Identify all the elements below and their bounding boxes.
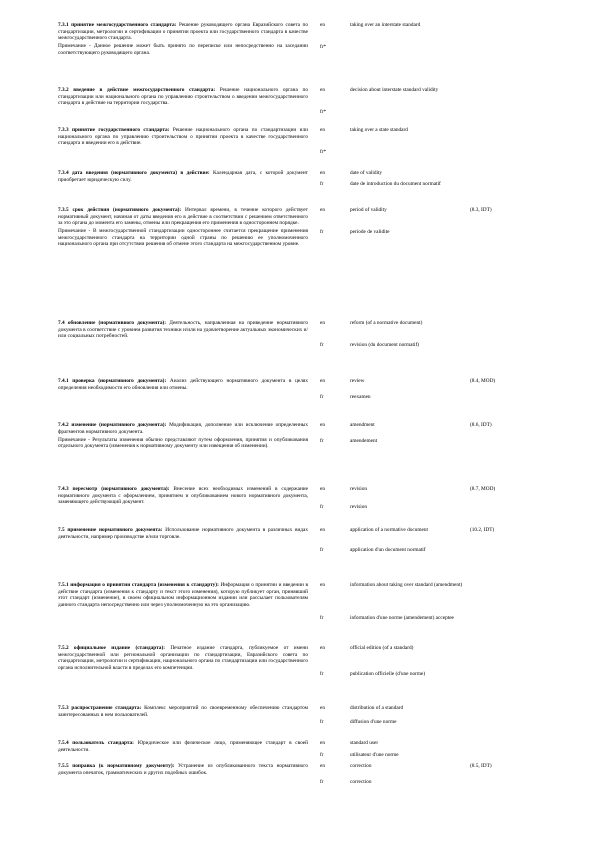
term-title: 7.5.2 официальное издание (стандарта): <box>58 645 165 651</box>
term-definition-text: Интервал времени, в течение которого действует нормативный документ, начиная от даты введения его в действие в соответствии с решением ответственного за это органа до момента его замены, отмены или прекращения его применения в одностороннем порядке. <box>58 207 308 226</box>
term-title: 7.5.3 распространение стандарта: <box>58 705 142 711</box>
equivalent-row <box>0 582 595 596</box>
equivalent-row <box>0 320 595 334</box>
foreign-equivalent: revision <box>350 504 368 510</box>
equivalent-row <box>0 87 595 101</box>
term-title: 7.3.4 дата введения (нормативного документа) в действие: <box>58 170 210 176</box>
language-code: fr <box>320 438 324 444</box>
term-title: 7.5.4 пользователь стандарта: <box>58 740 134 746</box>
term-title: 7.5 применение нормативного документа: <box>58 527 163 533</box>
foreign-equivalent: official edition (of a standard) <box>350 645 414 651</box>
term-definition-text: Анализ действующего нормативного документа в целях определения необходимости его обновления или отмены. <box>58 378 308 391</box>
source-reference: (8.3, IDT) <box>470 207 492 213</box>
language-code: en <box>320 486 325 492</box>
equivalent-row <box>0 127 595 141</box>
equivalent-row <box>0 671 595 685</box>
term-definition-text: Внесение всех необходимых изменений в содержание нормативного документа с оформлением, принятием и опубликованием нового нормативного документа, заменяющего действующий документ. <box>58 486 308 505</box>
source-reference: (8.4, MOD) <box>470 378 496 384</box>
foreign-equivalent: distribution of a standard <box>350 705 404 711</box>
foreign-equivalent: utilisateur d'une norme <box>350 752 399 758</box>
equivalent-row <box>0 504 595 518</box>
foreign-equivalent: period of validity <box>350 207 387 213</box>
equivalent-row <box>0 719 595 733</box>
language-code: fr* <box>320 109 327 115</box>
foreign-equivalent: amendment <box>350 422 375 428</box>
foreign-equivalent: diffusion d'une norme <box>350 719 397 725</box>
term-definition-text: Устранение из опубликованного текста нормативного документа опечаток, грамматических и других подобных ошибок. <box>58 763 308 776</box>
language-code: fr <box>320 719 324 725</box>
term-definition-text: Решение национального органа по стандартизации или национального органа по управлению строительством о принятии проекта в качестве государственного стандарта и введении его в действие. <box>58 127 308 146</box>
language-code: fr <box>320 394 324 400</box>
language-code: fr <box>320 547 324 553</box>
equivalent-row <box>0 394 595 408</box>
equivalent-row <box>0 207 595 221</box>
equivalent-row <box>0 527 595 541</box>
language-code: en <box>320 422 325 428</box>
term-title: 7.3.1 принятие межгосударственного стандарта: <box>58 22 177 28</box>
equivalent-row <box>0 705 595 719</box>
term-definition-text: Решение руководящего органа Евразийского совета по стандартизации, метрологии и сертификации о принятии проекта или государственного стандарта в качестве межгосударственного стандарта. <box>58 22 308 41</box>
foreign-equivalent: application d'un document normatif <box>350 547 426 553</box>
term-definition-text: Деятельность, направленная на приведение нормативного документа в соответствие с уровнем развития техники и/или на удовлетворение актуальных экономических и/или социальных потребностей. <box>58 320 308 339</box>
language-code: fr <box>320 229 324 235</box>
equivalent-row <box>0 486 595 500</box>
foreign-equivalent: reform (of a normative document) <box>350 320 423 326</box>
language-code: en <box>320 207 325 213</box>
term-note: Примечание - Результаты изменения обычно представляют путем оформления, принятия и опубликования отдельного документа (изменения к нормативному документу или извещения об изменении). <box>58 436 308 449</box>
language-code: fr <box>320 615 324 621</box>
language-code: en <box>320 740 325 746</box>
language-code: fr* <box>320 149 327 155</box>
foreign-equivalent: periode de validite <box>350 229 390 235</box>
language-code: en <box>320 763 325 769</box>
language-code: fr <box>320 504 324 510</box>
language-code: en <box>320 582 325 588</box>
term-title: 7.5.5 поправка (к нормативному документу): <box>58 763 175 769</box>
term-title: 7.3.2 введение в действие межгосударственного стандарта: <box>58 87 216 93</box>
term-definition-text: Печатное издание стандарта, публикуемое от имени межгосударственной или региональной организации по стандартизации, Евразийского совета по стандартизации, метрологии и сертификации, национального органа по стандартизации или государственного органа исполнительной власти в пределах его компетенции. <box>58 645 308 671</box>
language-code: en <box>320 87 325 93</box>
equivalent-row <box>0 44 595 58</box>
term-note: Примечание - Данное решение может быть принято по переписке или непосредственно на заседании соответствующего руководящего органа. <box>58 43 308 56</box>
term-definition-text: Комплекс мероприятий по своевременному обеспечению стандартом заинтересованных в нем пользователей. <box>58 705 308 718</box>
equivalent-row <box>0 342 595 356</box>
equivalent-row <box>0 779 595 793</box>
language-code: en <box>320 22 325 28</box>
term-title: 7.3.3 принятие государственного стандарта: <box>58 127 170 133</box>
language-code: en <box>320 378 325 384</box>
foreign-equivalent: publication officielle (d'une norme) <box>350 671 426 677</box>
source-reference: (8.5, IDT) <box>470 763 492 769</box>
foreign-equivalent: information about taking over standard (amendment) <box>350 582 463 588</box>
term-definition-text: Решение национального органа по стандартизации или национального органа по управлению строительством о введении межгосударственного стандарта в действие на территории государства. <box>58 87 308 106</box>
equivalent-row <box>0 229 595 243</box>
language-code: fr <box>320 342 324 348</box>
source-reference: (8.6, IDT) <box>470 422 492 428</box>
term-definition-text: Модификация, дополнение или исключение определенных фрагментов нормативного документа. <box>58 422 308 435</box>
equivalent-row <box>0 645 595 659</box>
equivalent-row <box>0 22 595 36</box>
language-code: en <box>320 127 325 133</box>
equivalent-row <box>0 109 595 123</box>
term-title: 7.5.1 информация о принятии стандарта (изменения к стандарту): <box>58 582 219 588</box>
term-definition-text: Юридическое или физическое лицо, применяющее стандарт в своей деятельности. <box>58 740 308 753</box>
term-title: 7.4.2 изменение (нормативного документа): <box>58 422 167 428</box>
language-code: fr* <box>320 44 327 50</box>
language-code: fr <box>320 671 324 677</box>
equivalent-row <box>0 438 595 452</box>
foreign-equivalent: application of a normative document <box>350 527 428 533</box>
foreign-equivalent: correction <box>350 763 372 769</box>
equivalent-row <box>0 763 595 777</box>
foreign-equivalent: reexamen <box>350 394 371 400</box>
equivalent-row <box>0 181 595 195</box>
equivalent-row <box>0 378 595 392</box>
foreign-equivalent: decision about interstate standard validity <box>350 87 439 93</box>
term-note: Примечание - В межгосударственной стандартизации одностороннее считается прекращение применения межгосударственного стандарта на территории одной страны по решению ее уполномоченного национального органа при отсутствии решения об отмене этого стандарта на межгосударственном уровне. <box>58 228 308 247</box>
language-code: en <box>320 320 325 326</box>
foreign-equivalent: information d'une norme (amendement) acceptee <box>350 615 454 621</box>
equivalent-row <box>0 615 595 629</box>
foreign-equivalent: revision <box>350 486 368 492</box>
foreign-equivalent: standard user <box>350 740 379 746</box>
equivalent-row <box>0 547 595 561</box>
language-code: fr <box>320 181 324 187</box>
language-code: fr <box>320 752 324 758</box>
term-title: 7.4.3 пересмотр (нормативного документа): <box>58 486 170 492</box>
term-definition-text: Использование нормативного документа в различных видах деятельности, например производстве и/или торговле. <box>58 527 308 540</box>
foreign-equivalent: date de introduction du document normatif <box>350 181 441 187</box>
term-definition-text: Информация о принятии и введении в действие стандарта (изменения к стандарту и текст этого изменения), которую публикует орган, принявший этот стандарт (изменение), в своем официальном информационном издании или рассылает пользователям данного стандарта непосредственно или через уполномоченную на это организацию. <box>58 582 308 608</box>
term-title: 7.4.1 проверка (нормативного документа): <box>58 378 167 384</box>
equivalent-row <box>0 422 595 436</box>
language-code: en <box>320 645 325 651</box>
foreign-equivalent: revision (du document normatif) <box>350 342 419 348</box>
language-code: en <box>320 170 325 176</box>
source-reference: (10.2, IDT) <box>470 527 495 533</box>
term-definition-text: Календарная дата, с которой документ приобретает юридическую силу. <box>58 170 308 183</box>
source-reference: (8.7, MOD) <box>470 486 496 492</box>
foreign-equivalent: taking over an interstate standard <box>350 22 421 28</box>
language-code: fr <box>320 779 324 785</box>
equivalent-row <box>0 149 595 163</box>
language-code: en <box>320 527 325 533</box>
term-title: 7.4 обновление (нормативного документа): <box>58 320 167 326</box>
foreign-equivalent: date of validity <box>350 170 383 176</box>
term-title: 7.3.5 срок действия (нормативного документа): <box>58 207 182 213</box>
foreign-equivalent: amendement <box>350 438 378 444</box>
foreign-equivalent: review <box>350 378 365 384</box>
foreign-equivalent: correction <box>350 779 372 785</box>
language-code: en <box>320 705 325 711</box>
foreign-equivalent: taking over a state standard <box>350 127 408 133</box>
